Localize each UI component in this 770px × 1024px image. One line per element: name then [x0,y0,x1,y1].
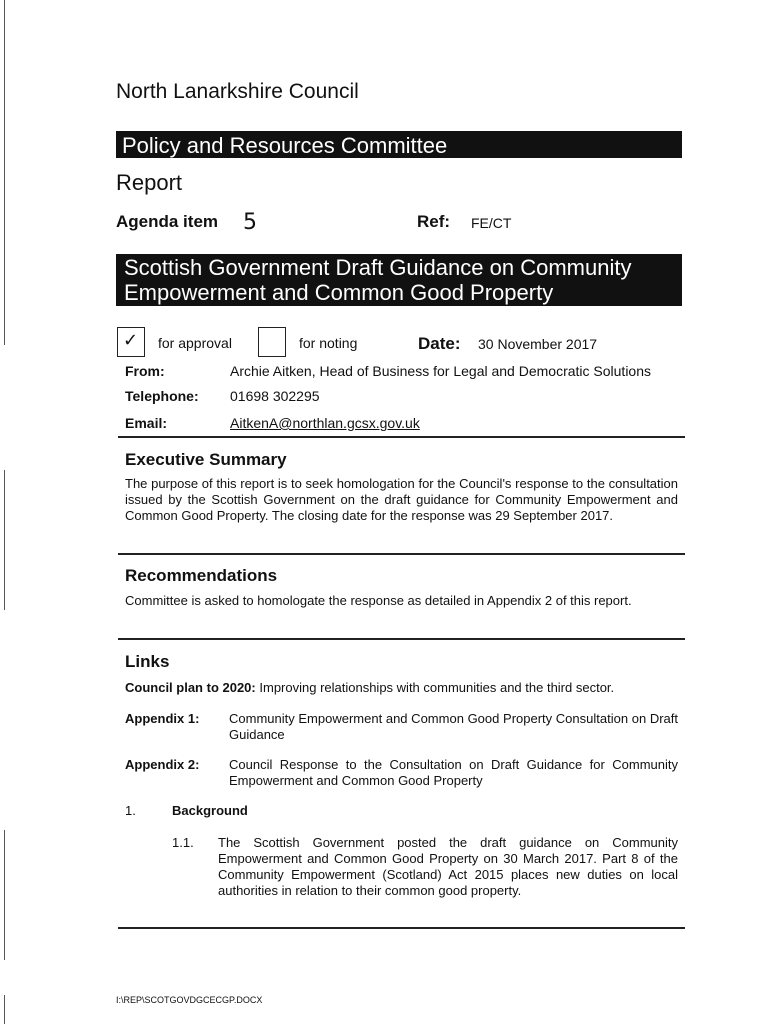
agenda-item-label: Agenda item [116,212,219,231]
council-plan-text: Improving relationships with communities and the third sector. [259,680,615,695]
agenda-item-number: 5 [243,210,257,235]
telephone-label: Telephone: [125,388,199,404]
council-plan-line [125,680,614,695]
recommendations-text: Committee is asked to homologate the response as detailed in Appendix 2 of this report. [125,593,632,608]
noting-label: for noting [299,335,358,351]
scan-edge-mark [4,995,5,1024]
noting-checkbox[interactable] [258,327,286,357]
ref-value: FE/CT [471,215,512,231]
approval-label: for approval [158,335,232,351]
telephone-value: 01698 302295 [230,388,320,404]
appendix-text: Council Response to the Consultation on Draft Guidance for Community Empowerment and Common Good Property [229,757,678,788]
scan-edge-mark [4,470,5,610]
email-link[interactable]: AitkenA@northlan.gcsx.gov.uk [230,415,420,431]
section-divider [118,436,685,438]
checkmark-icon: ✓ [123,330,139,351]
appendix-text: Community Empowerment and Common Good Property Consultation on Draft Guidance [229,711,678,742]
scan-edge-mark [4,830,5,960]
ref-label: Ref: [417,212,451,231]
from-value: Archie Aitken, Head of Business for Legal and Democratic Solutions [230,363,652,379]
council-plan-label: Council plan to 2020: [125,680,256,695]
committee-banner: Policy and Resources Committee [116,131,682,158]
links-heading: Links [125,652,170,671]
footer-divider [118,927,685,929]
section-divider [118,638,685,640]
report-title-banner: Scottish Government Draft Guidance on Community Empowerment and Common Good Property [116,254,682,306]
file-path-footer: I:\REP\SCOTGOVDGCECGP.DOCX [116,995,263,1005]
email-label: Email: [125,415,168,431]
paragraph-number: 1.1. [172,835,194,850]
date-value: 30 November 2017 [478,336,598,352]
executive-summary-text: The purpose of this report is to seek homologation for the Council's response to the consultation issued by the Scottish Government on the draft guidance for Community Empowerment and Common Good Property. The closing date for the response was 29 September 2017. [125,476,678,523]
organisation-name: North Lanarkshire Council [116,80,359,103]
approval-checkbox[interactable] [117,327,145,357]
recommendations-heading: Recommendations [125,566,278,585]
scan-edge-mark [4,0,5,345]
background-heading: Background [172,803,248,818]
background-section-number: 1. [125,803,136,818]
section-divider [118,553,685,555]
from-label: From: [125,363,165,379]
appendix-label: Appendix 2: [125,757,200,772]
document-type: Report [116,170,183,195]
executive-summary-heading: Executive Summary [125,450,287,469]
appendix-label: Appendix 1: [125,711,200,726]
date-label: Date: [418,334,461,353]
paragraph-text: The Scottish Government posted the draft guidance on Community Empowerment and Common Good Property on 30 March 2017. Part 8 of the Community Empowerment (Scotland) Act 2015 places new duties on local authorities in relation to their common good property. [218,835,678,898]
